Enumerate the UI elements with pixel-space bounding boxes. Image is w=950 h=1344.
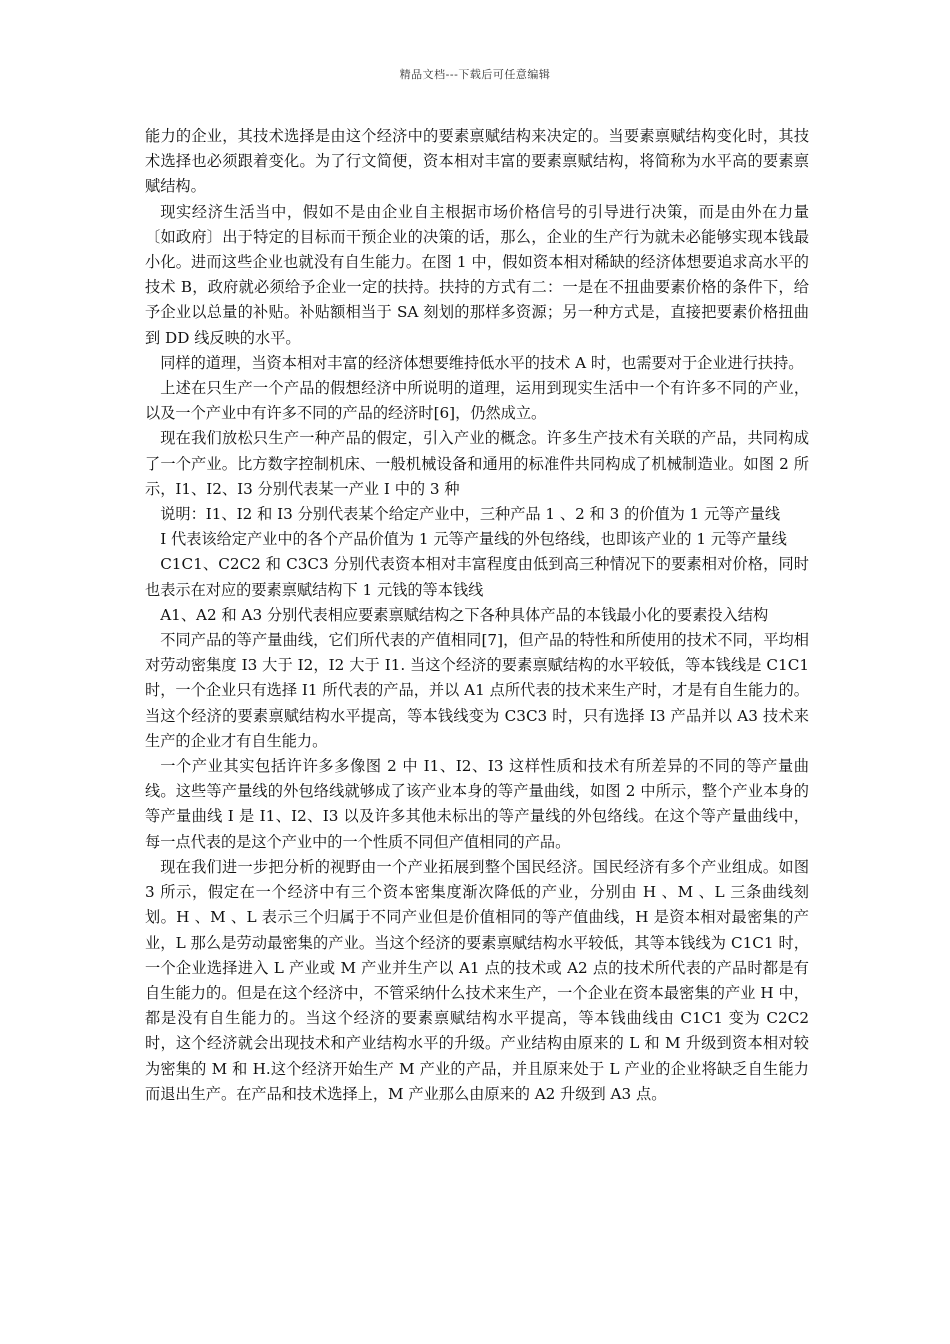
figure-caption-line: A1、A2 和 A3 分别代表相应要素禀赋结构之下各种具体产品的本钱最小化的要素投入结构 [160,605,769,624]
figure-caption-line: I 代表该给定产业中的各个产品价值为 1 元等产量线的外包络线，也即该产业的 1 元等产量线 [160,530,787,549]
paragraph: 能力的企业，其技术选择是由这个经济中的要素禀赋结构来决定的。当要素禀赋结构变化时，其技术选择也必须跟着变化。为了行文简便，资本相对丰富的要素禀赋结构，将简称为水平高的要素禀赋结构。 [145,127,809,196]
document-body [145,124,809,1107]
paragraph: 同样的道理，当资本相对丰富的经济体想要维持低水平的技术 A 时，也需要对于企业进行扶持。 [160,353,804,372]
figure-caption-line: C1C1、C2C2 和 C3C3 分别代表资本相对丰富程度由低到高三种情况下的要素相对价格，同时也表示在对应的要素禀赋结构下 1 元钱的等本钱线 [145,555,809,599]
paragraph: 现实经济生活当中，假如不是由企业自主根据市场价格信号的引导进行决策，而是由外在力量〔如政府〕出于特定的目标而干预企业的决策的话，那么，企业的生产行为就未必能够实现本钱最小化。进而这些企业也就没有自生能力。在图 1 中，假如资本相对稀缺的经济体想要追求高水平的技术 B，政府就必须给予企业一定的扶持。扶持的方式有二：一是在不扭曲要素价格的条件下，给予企业以总量的补贴。补贴额相当于 SA 刻划的那样多资源；另一种方式是，直接把要素价格扭曲到 DD 线反映的水平。 [145,202,809,347]
paragraph: 上述在只生产一个产品的假想经济中所说明的道理，运用到现实生活中一个有许多不同的产业，以及一个产业中有许多不同的产品的经济时[6]，仍然成立。 [145,379,809,423]
page-header: 精品文档---下载后可任意编辑 [399,68,551,81]
paragraph: 一个产业其实包括许许多多像图 2 中 I1、I2、I3 这样性质和技术有所差异的不同的等产量曲线。这些等产量线的外包络线就够成了该产业本身的等产量曲线，如图 2 中所示，整个产业本身的等产量曲线 I 是 I1、I2、I3 以及许多其他未标出的等产量线的外包络线。在这个等产量曲线中，每一点代表的是这个产业中的一个性质不同但产值相同的产品。 [145,757,809,851]
paragraph: 现在我们进一步把分析的视野由一个产业拓展到整个国民经济。国民经济有多个产业组成。如图 3 所示，假定在一个经济中有三个资本密集度渐次降低的产业，分别由 H 、M 、L 三条曲线刻划。H 、M 、L 表示三个归属于不同产业但是价值相同的等产值曲线，H 是资本相对最密集的产业，L 那么是劳动最密集的产业。当这个经济的要素禀赋结构水平较低，其等本钱线为 C1C1 时，一个企业选择进入 L 产业或 M 产业并生产以 A1 点的技术或 A2 点的技术所代表的产品时都是有自生能力的。但是在这个经济中，不管采纳什么技术来生产，一个企业在资本最密集的产业 H 中，都是没有自生能力的。当这个经济的要素禀赋结构水平提高，等本钱曲线由 C1C1 变为 C2C2 时，这个经济就会出现技术和产业结构水平的升级。产业结构由原来的 L 和 M 升级到资本相对较为密集的 M 和 H.这个经济开始生产 M 产业的产品，并且原来处于 L 产业的企业将缺乏自生能力而退出生产。在产品和技术选择上，M 产业那么由原来的 A2 升级到 A3 点。 [145,857,809,1103]
paragraph: 现在我们放松只生产一种产品的假定，引入产业的概念。许多生产技术有关联的产品，共同构成了一个产业。比方数字控制机床、一般机械设备和通用的标准件共同构成了机械制造业。如图 2 所示，I1、I2、I3 分别代表某一产业 I 中的 3 种 [145,429,809,498]
paragraph: 不同产品的等产量曲线，它们所代表的产值相同[7]，但产品的特性和所使用的技术不同，平均相对劳动密集度 I3 大于 I2，I2 大于 I1. 当这个经济的要素禀赋结构的水平较低，等本钱线是 C1C1 时，一个企业只有选择 I1 所代表的产品，并以 A1 点所代表的技术来生产时，才是有自生能力的。当这个经济的要素禀赋结构水平提高，等本钱线变为 C3C3 时，只有选择 I3 产品并以 A3 技术来生产的企业才有自生能力。 [145,631,809,750]
figure-caption-line: 说明：I1、I2 和 I3 分别代表某个给定产业中，三种产品 1 、2 和 3 的价值为 1 元等产量线 [160,505,781,524]
